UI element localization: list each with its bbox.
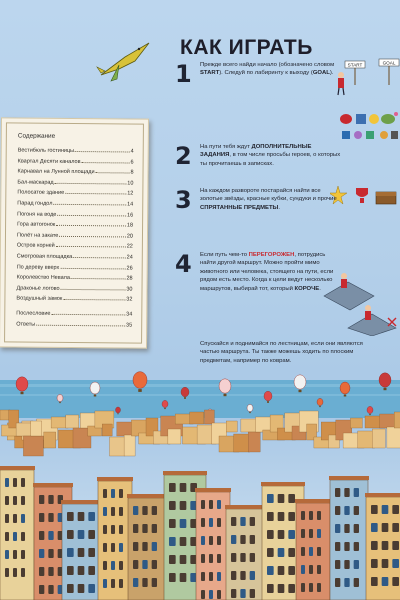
toc-item-page: 12 xyxy=(127,190,134,197)
step-text xyxy=(200,187,342,212)
goal-sign-label: GOAL xyxy=(382,60,396,66)
toc-item-page: 30 xyxy=(126,286,133,293)
toc-item-label: Смотровая площадка xyxy=(16,253,73,260)
toc-item-label: Погоня на воде xyxy=(17,211,57,218)
toc-item-label: По дереву вверх xyxy=(16,264,60,271)
rooftop xyxy=(110,437,125,456)
rooftop xyxy=(51,417,68,428)
step-text-part: Прежде всего найди начало (обозначено словом xyxy=(200,62,335,68)
toc-leader-dots xyxy=(65,193,126,195)
toc-leader-dots xyxy=(96,172,130,173)
step-number: 1 xyxy=(175,60,192,88)
rooftop xyxy=(372,429,385,448)
rooftop xyxy=(168,429,181,444)
toc-leader-dots xyxy=(63,299,125,301)
step-text-part: ). xyxy=(329,70,334,77)
rooftop xyxy=(124,435,135,456)
toc-item-page: 32 xyxy=(126,296,133,303)
toc-item-page: 26 xyxy=(126,264,133,272)
step-text-highlight: ПЕРЕГОРОЖЕН xyxy=(248,252,295,258)
rooftop xyxy=(102,424,112,436)
building xyxy=(0,466,35,600)
toc-item-label: Полёт на закате xyxy=(16,232,59,239)
toc-leader-dots xyxy=(61,289,126,291)
start-sign-label: START xyxy=(347,62,363,68)
step-text-part: . xyxy=(319,285,321,292)
toc-item-label: Воздушный замок xyxy=(16,295,63,303)
toc-leader-dots xyxy=(60,267,125,269)
toc-leader-dots xyxy=(55,183,127,185)
toc-item-label: Гора автогонок xyxy=(17,221,56,228)
page-title: КАК ИГРАТЬ xyxy=(180,36,313,59)
building xyxy=(295,499,331,600)
toc-item-label: Квартал Десяти каналов xyxy=(17,158,81,165)
step-text-part: ). Следуй по лабиринту к выходу ( xyxy=(219,70,313,77)
building xyxy=(329,476,369,600)
hidden-items-illustration xyxy=(340,128,400,142)
toc-leader-dots xyxy=(75,151,130,152)
step-number: 2 xyxy=(175,142,192,170)
rooftop xyxy=(66,415,79,428)
step-text-highlight: СПРЯТАННЫЕ ПРЕДМЕТЫ xyxy=(200,204,279,211)
toc-item-page: 22 xyxy=(126,243,133,250)
toc-item-label: Вестибюль гостиницы xyxy=(17,147,75,154)
rooftop xyxy=(394,412,400,428)
rooftop xyxy=(226,421,237,432)
extra-tasks-illustration xyxy=(338,108,400,130)
toc-leader-dots xyxy=(57,214,126,216)
step-text xyxy=(200,143,342,168)
step-text-highlight: START xyxy=(200,70,220,77)
rooftop xyxy=(16,423,31,436)
toc-leader-dots xyxy=(82,162,130,163)
rooftop xyxy=(23,436,43,456)
toc-item-page: 10 xyxy=(127,180,134,187)
step-text-highlight: ДОПОЛНИТЕЛЬНЫЕ ЗАДАНИЯ xyxy=(200,144,312,159)
toc-leader-dots xyxy=(73,257,125,258)
toc-item-label: Бал-маскарад xyxy=(17,179,54,186)
toc-leader-dots xyxy=(71,278,126,279)
pterodactyl-illustration xyxy=(95,35,155,95)
step-number: 4 xyxy=(175,250,192,278)
start-goal-illustration xyxy=(335,55,400,100)
toc-leader-dots xyxy=(51,314,125,316)
toc-item-label: Остров корней xyxy=(16,242,55,250)
building xyxy=(195,488,231,600)
rooftop xyxy=(248,432,260,452)
toc-item-page: 14 xyxy=(127,201,134,208)
step-number: 3 xyxy=(175,186,192,214)
toc-item-page: 6 xyxy=(130,159,134,166)
toc-item-label: Ответы xyxy=(16,320,36,328)
step-text-part: , потрудись найти другой маршрут. Можно пройти мимо животного или человека, стоящего на пути, если рядом есть место. Когда к цели ведут несколько маршрутов, выбирай тот, который xyxy=(200,252,334,292)
rooftop xyxy=(44,432,56,448)
rooftop xyxy=(0,410,10,420)
toc-item-page: 8 xyxy=(130,169,134,176)
step-text-part: На пути тебя ждут xyxy=(200,144,252,150)
building xyxy=(127,494,167,600)
toc-list xyxy=(16,148,134,333)
toc-item-page: 4 xyxy=(130,148,134,155)
step-text-part: На каждом развороте постарайся найти все золотые звёзды, красные кубки, сундуки и прочие xyxy=(200,188,337,203)
table-of-contents xyxy=(0,117,149,348)
ladder-note: Спускайся и поднимайся по лестницам, если они являются частью маршрута. Ты также можешь ходить по плоским предметам, например по коврам. xyxy=(200,341,363,364)
step-text-part: , в том числе просьбы героев, о которых ты прочитаешь в записках. xyxy=(200,152,341,167)
rooftop xyxy=(350,418,362,428)
toc-item-label: Королевство Невала xyxy=(16,274,70,282)
toc-item-page: 35 xyxy=(126,321,133,329)
toc-leader-dots xyxy=(56,225,126,227)
toc-leader-dots xyxy=(53,204,126,206)
rooftop xyxy=(31,421,42,436)
rooftop xyxy=(204,410,214,424)
building xyxy=(365,493,400,600)
toc-leader-dots xyxy=(56,246,126,248)
toc-item-label: Полосатое здание xyxy=(17,189,65,197)
toc-item-label: Парад гондол xyxy=(17,200,53,207)
step-text-part: Если путь чем-то xyxy=(200,252,249,258)
step-text xyxy=(200,61,342,78)
rooftop xyxy=(190,412,204,424)
toc-item-page: 24 xyxy=(126,254,133,261)
toc-item-page: 20 xyxy=(126,233,133,240)
toc-title: Содержание xyxy=(17,132,56,140)
toc-item-label: Послесловие xyxy=(16,310,51,317)
rooftop xyxy=(387,427,400,448)
step-text xyxy=(200,251,342,293)
toc-leader-dots xyxy=(59,236,125,238)
step-text-highlight: КОРОЧЕ xyxy=(294,285,320,292)
step-text-part: . xyxy=(278,204,280,211)
city-panorama-illustration xyxy=(0,370,400,600)
toc-item-label: Драконье логово xyxy=(16,285,60,292)
toc-item[interactable] xyxy=(16,321,132,333)
toc-leader-dots xyxy=(36,324,125,326)
toc-item-page: 34 xyxy=(126,311,133,318)
toc-item-label: Карнавал на Лунной площади xyxy=(17,168,95,176)
building xyxy=(225,505,265,600)
toc-item-page: 18 xyxy=(126,222,134,229)
toc-item-page: 28 xyxy=(126,275,133,282)
step-text-highlight: GOAL xyxy=(312,70,330,77)
rooftop xyxy=(234,434,250,452)
toc-item-page: 16 xyxy=(127,212,134,219)
